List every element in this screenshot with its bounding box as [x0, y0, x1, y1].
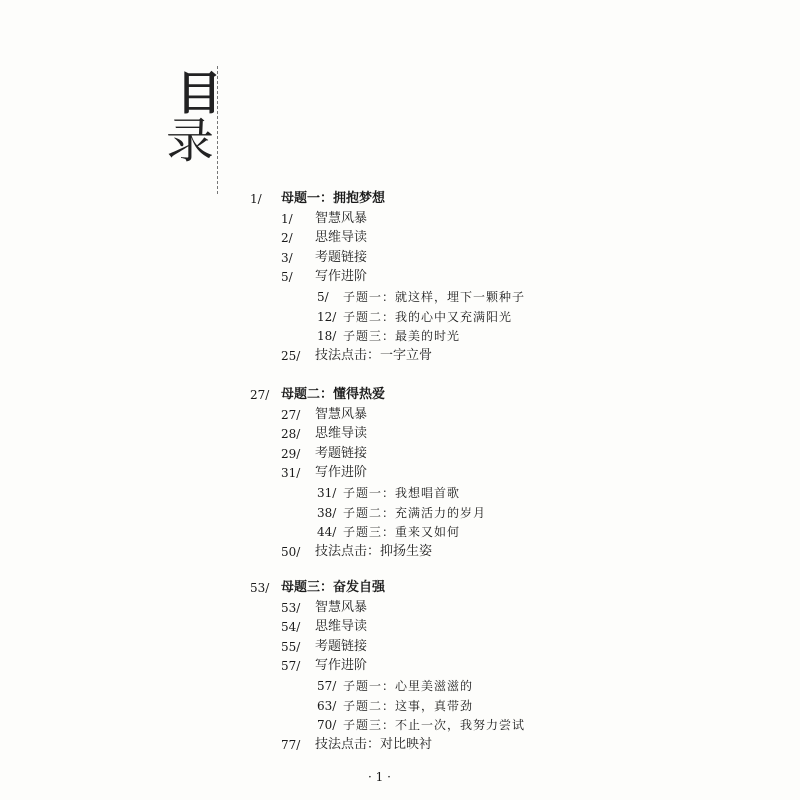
toc-page-number: 5/	[281, 270, 293, 285]
toc-entry-label: 考题链接	[315, 638, 368, 654]
toc-entry-label: 子题一：就这样，埋下一颗种子	[343, 290, 526, 304]
toc-entry-label: 子题三：最美的时光	[343, 329, 461, 344]
toc-page-number: 70/	[317, 718, 337, 733]
toc-page-number: 1/	[281, 211, 293, 226]
toc-entry-label: 技法点击：抑扬生姿	[315, 543, 433, 559]
toc-page-number: 54/	[281, 620, 301, 635]
toc-page-number: 44/	[317, 525, 337, 540]
toc-entry-label: 母题三：奋发自强	[281, 580, 386, 595]
toc-page-number: 77/	[281, 737, 301, 752]
toc-page-number: 18/	[317, 329, 337, 344]
toc-page-number: 25/	[281, 348, 301, 363]
toc-page-number: 50/	[281, 544, 301, 559]
toc-page-number: 31/	[317, 486, 337, 500]
toc-page-number: 3/	[281, 250, 293, 265]
toc-entry-label: 母题一：拥抱梦想	[281, 191, 386, 206]
toc-page-number: 28/	[281, 427, 301, 442]
toc-entry-label: 子题二：这事，真带劲	[343, 698, 474, 713]
toc-entry-label: 写作进阶	[315, 658, 368, 674]
toc-page-number: 5/	[317, 290, 329, 304]
toc-entry-label: 写作进阶	[315, 269, 368, 285]
toc-page-number: 63/	[317, 698, 337, 713]
toc-entry-label: 子题一：心里美滋滋的	[343, 679, 474, 693]
toc-page-number: 27/	[281, 407, 301, 422]
toc-entry-label: 考题链接	[315, 249, 368, 265]
toc-page-number: 57/	[281, 659, 301, 674]
page-number: · 1 ·	[368, 770, 391, 784]
toc-page-number: 31/	[281, 466, 301, 481]
toc-page-number: 27/	[250, 388, 270, 402]
toc-entry-label: 智慧风暴	[315, 599, 368, 615]
toc-entry-label: 考题链接	[315, 445, 368, 461]
toc-entry-label: 智慧风暴	[315, 406, 368, 422]
toc-entry-label: 思维导读	[315, 426, 368, 442]
toc-page-number: 53/	[250, 581, 270, 595]
toc-entry-label: 子题二：我的心中又充满阳光	[343, 309, 513, 324]
toc-page-number: 1/	[250, 192, 262, 206]
toc-title-char-mu: 目	[176, 66, 222, 120]
toc-entry-label: 子题三：重来又如何	[343, 525, 461, 540]
toc-title-char-lu: 录	[166, 113, 215, 169]
toc-entry-label: 智慧风暴	[315, 210, 368, 226]
toc-page-number: 38/	[317, 505, 337, 520]
toc-entry-label: 母题二：懂得热爱	[281, 387, 386, 402]
toc-page-number: 55/	[281, 639, 301, 654]
toc-page-number: 29/	[281, 446, 301, 461]
toc-page-number: 12/	[317, 309, 337, 324]
toc-entry-label: 技法点击：对比映衬	[315, 736, 433, 752]
toc-page-number: 57/	[317, 679, 337, 693]
toc-entry-label: 子题二：充满活力的岁月	[343, 505, 487, 520]
toc-page-number: 2/	[281, 231, 293, 246]
toc-entry-label: 子题一：我想唱首歌	[343, 486, 461, 500]
title-divider	[217, 66, 218, 194]
toc-entry-label: 思维导读	[315, 230, 368, 246]
toc-entry-label: 技法点击：一字立骨	[315, 347, 433, 363]
toc-entry-label: 子题三：不止一次，我努力尝试	[343, 718, 526, 733]
toc-entry-label: 思维导读	[315, 619, 368, 635]
toc-entry-label: 写作进阶	[315, 465, 368, 481]
toc-page-number: 53/	[281, 600, 301, 615]
